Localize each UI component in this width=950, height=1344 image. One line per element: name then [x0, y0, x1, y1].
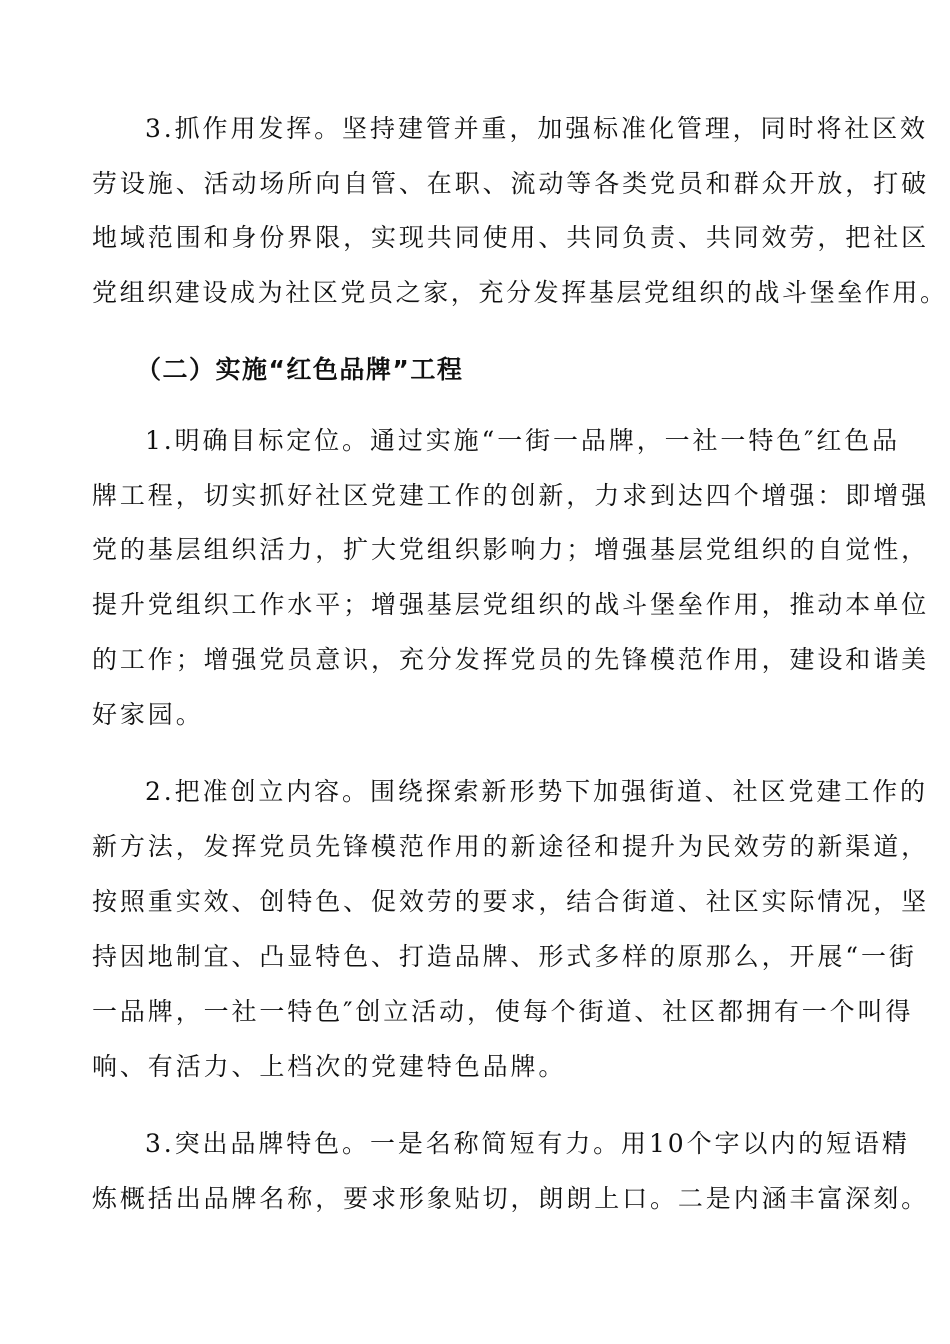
- paragraph-line: 炼概括出品牌名称，要求形象贴切，朗朗上口。二是内涵丰富深刻。: [92, 1184, 930, 1213]
- paragraph-line: 2.把准创立内容。围绕探索新形势下加强街道、社区党建工作的: [145, 777, 928, 806]
- paragraph-line: 3.突出品牌特色。一是名称简短有力。用10个字以内的短语精: [145, 1129, 910, 1158]
- paragraph-line: 新方法，发挥党员先锋模范作用的新途径和提升为民效劳的新渠道，: [92, 832, 930, 861]
- paragraph-line: 党的基层组织活力，扩大党组织影响力；增强基层党组织的自觉性，: [92, 535, 930, 564]
- section-heading: （二）实施“红色品牌”工程: [136, 355, 464, 384]
- paragraph-line: 党组织建设成为社区党员之家，充分发挥基层党组织的战斗堡垒作用。: [92, 278, 948, 307]
- paragraph-line: 按照重实效、创特色、促效劳的要求，结合街道、社区实际情况，坚: [92, 887, 930, 916]
- paragraph-line: 提升党组织工作水平；增强基层党组织的战斗堡垒作用，推动本单位: [92, 590, 930, 619]
- paragraph-line: 3.抓作用发挥。坚持建管并重，加强标准化管理，同时将社区效: [145, 114, 928, 143]
- paragraph-line: 牌工程，切实抓好社区党建工作的创新，力求到达四个增强：即增强: [92, 481, 930, 510]
- paragraph-line: 好家园。: [92, 700, 204, 729]
- paragraph-line: 响、有活力、上档次的党建特色品牌。: [92, 1052, 567, 1081]
- paragraph-line: 1.明确目标定位。通过实施“一街一品牌，一社一特色″红色品: [145, 426, 901, 455]
- paragraph-line: 的工作；增强党员意识，充分发挥党员的先锋模范作用，建设和谐美: [92, 645, 930, 674]
- paragraph-line: 持因地制宜、凸显特色、打造品牌、形式多样的原那么，开展“一街: [92, 942, 917, 971]
- paragraph-line: 地域范围和身份界限，实现共同使用、共同负责、共同效劳，把社区: [92, 223, 930, 252]
- paragraph-line: 一品牌，一社一特色″创立活动，使每个街道、社区都拥有一个叫得: [92, 997, 914, 1026]
- paragraph-line: 劳设施、活动场所向自管、在职、流动等各类党员和群众开放，打破: [92, 169, 930, 198]
